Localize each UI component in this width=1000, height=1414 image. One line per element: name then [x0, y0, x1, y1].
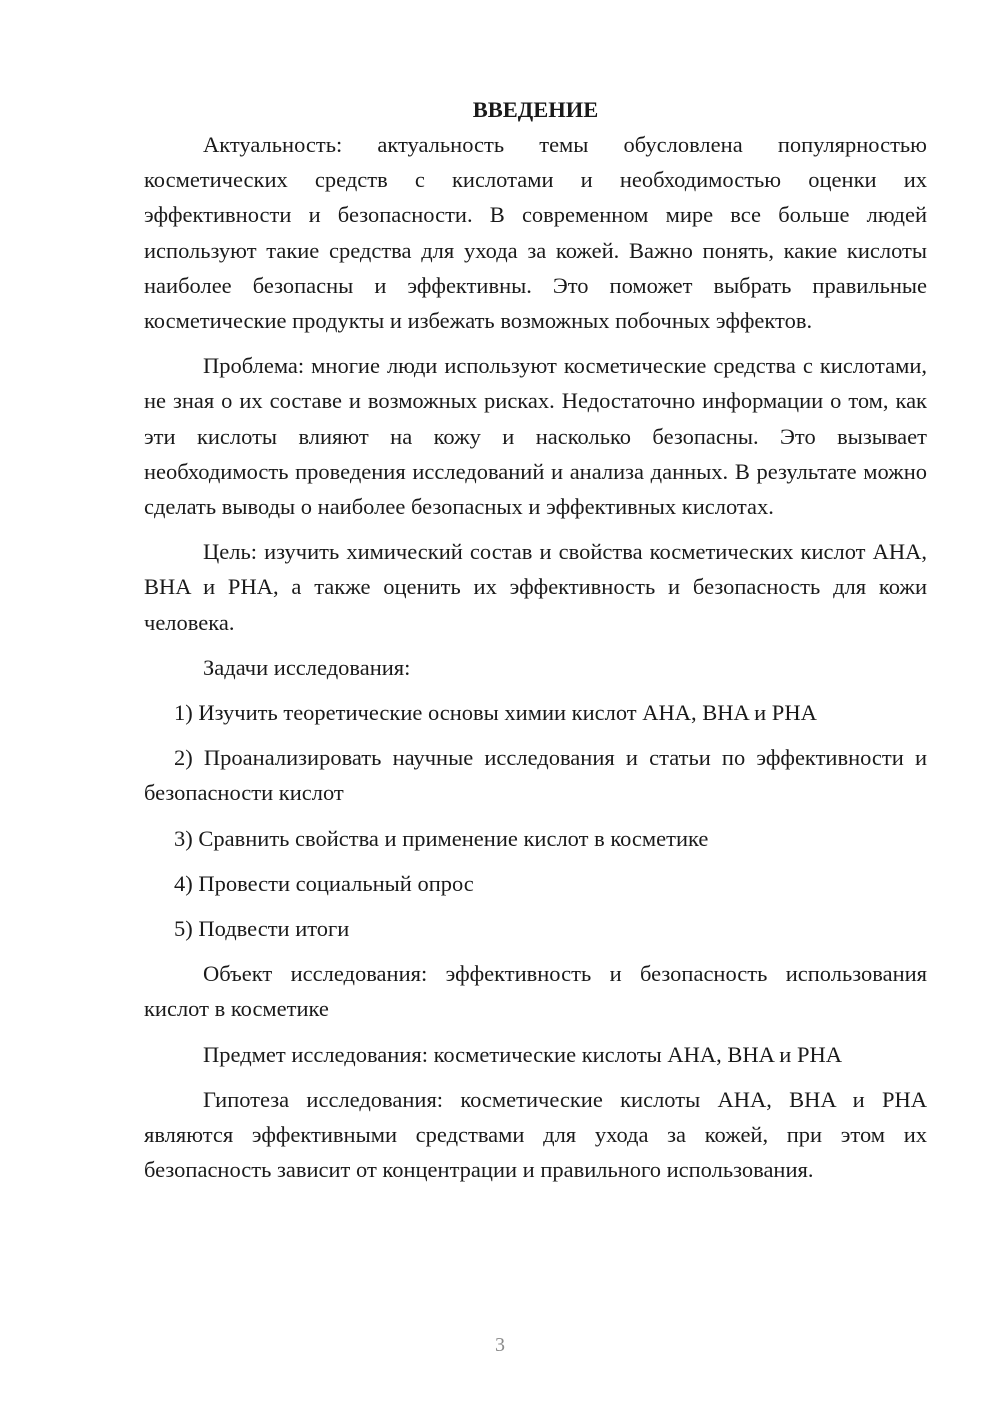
section-heading: ВВЕДЕНИЕ	[472, 97, 599, 122]
relevance-paragraph: Актуальность: актуальность темы обусловлена популярностью косметических средств с кислотами и необходимостью оценки их эффективности и безопасности. В современном мире все больше людей используют такие средства для ухода за кожей. Важно понять, какие кислоты наиболее безопасны и эффективны. Это поможет выбрать правильные косметические продукты и избежать возможных побочных эффектов.	[144, 132, 927, 334]
document-body	[144, 94, 927, 1197]
goal-paragraph: Цель: изучить химический состав и свойства косметических кислот AHA, BHA и PHA, а также оценить их эффективность и безопасность для кожи человека.	[144, 539, 927, 635]
page-number: 3	[495, 1334, 505, 1356]
tasks-title: Задачи исследования:	[203, 654, 411, 680]
task-item: 1) Изучить теоретические основы химии кислот AHA, BHA и PHA	[174, 700, 817, 726]
task-item: 3) Сравнить свойства и применение кислот в косметике	[174, 825, 709, 851]
object-paragraph: Объект исследования: эффективность и безопасность использования кислот в косметике	[144, 961, 927, 1022]
task-item: 4) Провести социальный опрос	[174, 870, 474, 896]
hypothesis-paragraph: Гипотеза исследования: косметические кислоты AHA, BHA и PHA являются эффективными средствами для ухода за кожей, при этом их безопасность зависит от концентрации и правильного использования.	[144, 1086, 927, 1183]
subject-paragraph: Предмет исследования: косметические кислоты AHA, BHA и PHA	[203, 1041, 842, 1067]
task-item: 2) Проанализировать научные исследования и статьи по эффективности и безопасности кислот	[144, 745, 927, 806]
task-item: 5) Подвести итоги	[174, 916, 350, 942]
problem-paragraph: Проблема: многие люди используют косметические средства с кислотами, не зная о их составе и возможных рисках. Недостаточно информации о том, как эти кислоты влияют на кожу и насколько безопасны. Это вызывает необходимость проведения исследований и анализа данных. В результате можно сделать выводы о наиболее безопасных и эффективных кислотах.	[144, 353, 927, 520]
